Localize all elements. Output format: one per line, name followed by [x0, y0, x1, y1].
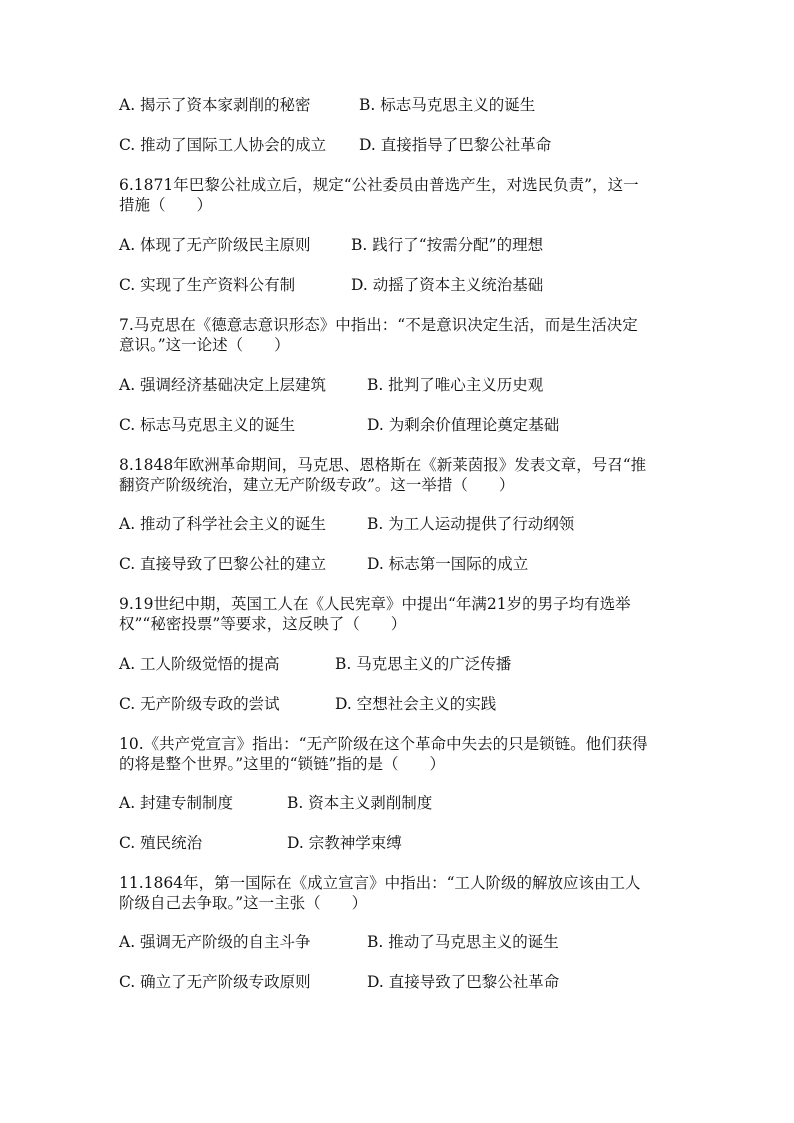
question-6-option-a: A. 体现了无产阶级民主原则 — [119, 236, 311, 254]
question-9-line-2: 权”“秘密投票”等要求，这反映了（ ） — [119, 615, 407, 633]
question-9-option-d: D. 空想社会主义的实践 — [335, 695, 497, 713]
question-6-option-c: C. 实现了生产资料公有制 — [119, 276, 296, 294]
question-9-option-b: B. 马克思主义的广泛传播 — [335, 655, 512, 673]
question-10-line-2: 的将是整个世界。”这里的“锁链”指的是（ ） — [119, 755, 446, 773]
question-10-option-c: C. 殖民统治 — [119, 834, 203, 852]
question-11-line-2: 阶级自己去争取。”这一主张（ ） — [119, 894, 368, 912]
question-8-option-a: A. 推动了科学社会主义的诞生 — [119, 515, 327, 533]
question-11-option-c: C. 确立了无产阶级专政原则 — [119, 973, 311, 991]
question-7-option-c: C. 标志马克思主义的诞生 — [119, 416, 296, 434]
question-6-option-d: D. 动摇了资本主义统治基础 — [351, 276, 544, 294]
option-d: D. 直接指导了巴黎公社革命 — [359, 136, 552, 154]
question-11-option-d: D. 直接导致了巴黎公社革命 — [367, 973, 560, 991]
question-9-line-1: 9.19世纪中期，英国工人在《人民宪章》中提出“年满21岁的男子均有选举 — [119, 595, 631, 613]
question-9-option-c: C. 无产阶级专政的尝试 — [119, 695, 280, 713]
question-7-option-a: A. 强调经济基础决定上层建筑 — [119, 376, 327, 394]
question-8-line-1: 8.1848年欧洲革命期间，马克思、恩格斯在《新莱茵报》发表文章，号召“推 — [119, 456, 647, 474]
question-7-line-2: 意识。”这一论述（ ） — [119, 336, 290, 354]
question-8-option-c: C. 直接导致了巴黎公社的建立 — [119, 555, 327, 573]
question-10-option-d: D. 宗教神学束缚 — [287, 834, 402, 852]
question-9-option-a: A. 工人阶级觉悟的提高 — [119, 655, 280, 673]
option-c: C. 推动了国际工人协会的成立 — [119, 136, 327, 154]
question-8-option-b: B. 为工人运动提供了行动纲领 — [367, 515, 575, 533]
question-8-option-d: D. 标志第一国际的成立 — [367, 555, 529, 573]
question-8-line-2: 翻资产阶级统治，建立无产阶级专政”。这一举措（ ） — [119, 476, 515, 494]
question-10-option-b: B. 资本主义剥削制度 — [287, 794, 433, 812]
question-11-line-1: 11.1864年，第一国际在《成立宣言》中指出：“工人阶级的解放应该由工人 — [119, 874, 641, 892]
question-10-line-1: 10.《共产党宣言》指出：“无产阶级在这个革命中失去的只是锁链。他们获得 — [119, 735, 648, 753]
question-10-option-a: A. 封建专制制度 — [119, 794, 234, 812]
question-7-option-d: D. 为剩余价值理论奠定基础 — [367, 416, 560, 434]
question-6-line-2: 措施（ ） — [119, 196, 213, 214]
option-b: B. 标志马克思主义的诞生 — [359, 96, 536, 114]
question-7-line-1: 7.马克思在《德意志意识形态》中指出：“不是意识决定生活，而是生活决定 — [119, 316, 638, 334]
question-11-option-b: B. 推动了马克思主义的诞生 — [367, 933, 559, 951]
question-11-option-a: A. 强调无产阶级的自主斗争 — [119, 933, 311, 951]
question-6-line-1: 6.1871年巴黎公社成立后，规定“公社委员由普选产生，对选民负责”，这一 — [119, 176, 639, 194]
question-7-option-b: B. 批判了唯心主义历史观 — [367, 376, 544, 394]
question-6-option-b: B. 践行了“按需分配”的理想 — [351, 236, 544, 254]
option-a: A. 揭示了资本家剥削的秘密 — [119, 96, 311, 114]
